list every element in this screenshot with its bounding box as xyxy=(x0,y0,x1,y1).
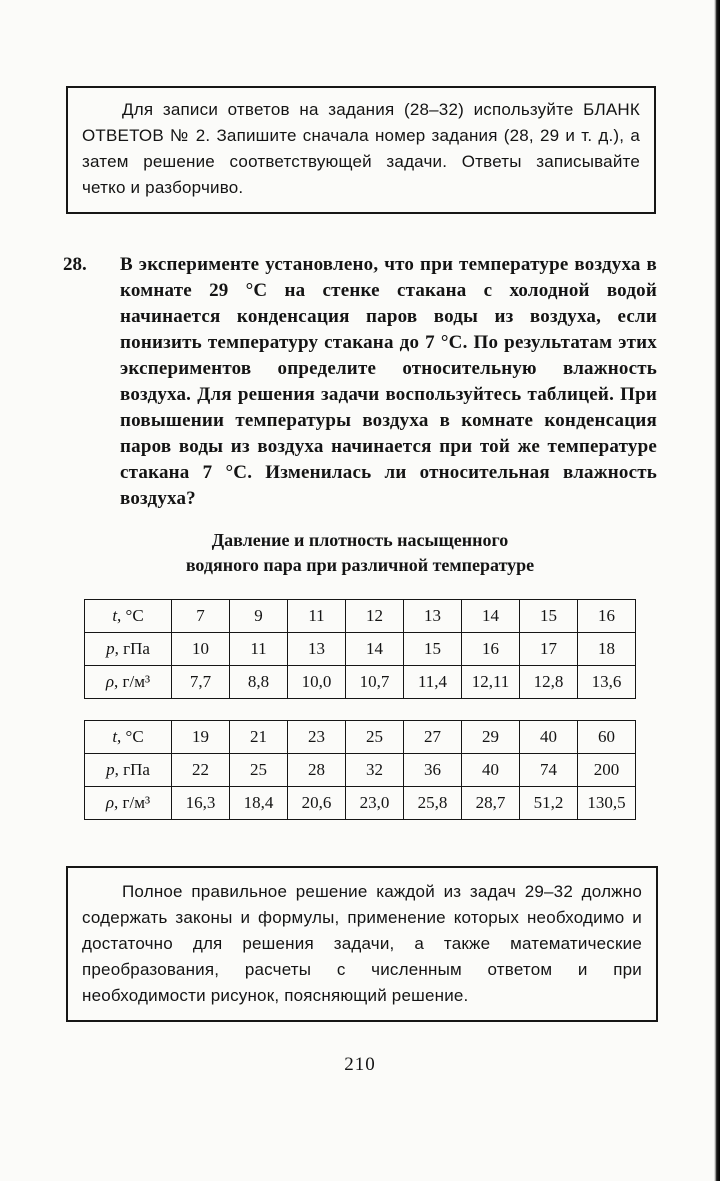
table-row xyxy=(85,721,636,754)
row-unit: , °С xyxy=(117,606,144,625)
instruction-box xyxy=(66,86,656,214)
table-cell: 200 xyxy=(578,754,636,787)
table-cell: 25,8 xyxy=(404,787,462,820)
row-header xyxy=(85,754,172,787)
note-box xyxy=(66,866,658,1022)
table-cell: 7,7 xyxy=(172,666,230,699)
row-variable: p xyxy=(106,760,115,779)
table-cell: 130,5 xyxy=(578,787,636,820)
table-cell: 11 xyxy=(288,600,346,633)
table-cell: 20,6 xyxy=(288,787,346,820)
table-cell: 17 xyxy=(520,633,578,666)
problem-number: 28. xyxy=(63,254,87,275)
table-cell: 23,0 xyxy=(346,787,404,820)
table-cell: 13,6 xyxy=(578,666,636,699)
table-cell: 27 xyxy=(404,721,462,754)
table-cell: 12,8 xyxy=(520,666,578,699)
row-variable: ρ xyxy=(105,672,115,691)
table-cell: 7 xyxy=(172,600,230,633)
table-cell: 12 xyxy=(346,600,404,633)
table-cell: 8,8 xyxy=(230,666,288,699)
table-cell: 28,7 xyxy=(462,787,520,820)
table-cell: 11,4 xyxy=(404,666,462,699)
table-row xyxy=(85,600,636,633)
table-row xyxy=(85,787,636,820)
table-cell: 32 xyxy=(346,754,404,787)
table-cell: 9 xyxy=(230,600,288,633)
table-cell: 23 xyxy=(288,721,346,754)
table-cell: 29 xyxy=(462,721,520,754)
note-text: Полное правильное решение каждой из задач 29–32 должно содержать законы и формулы, применение которых необходимо и достаточно для решения задачи, а также математические преобразования, расчеты с численным ответом и при необходимости рисунок, поясняющий решение. xyxy=(82,882,642,1005)
table-cell: 21 xyxy=(230,721,288,754)
table-cell: 16 xyxy=(578,600,636,633)
page-number: 210 xyxy=(344,1054,376,1075)
table-cell: 74 xyxy=(520,754,578,787)
table-cell: 10 xyxy=(172,633,230,666)
table-cell: 12,11 xyxy=(462,666,520,699)
table-cell: 10,7 xyxy=(346,666,404,699)
table-cell: 16,3 xyxy=(172,787,230,820)
table-cell: 28 xyxy=(288,754,346,787)
row-unit: , гПа xyxy=(114,760,150,779)
table-cell: 51,2 xyxy=(520,787,578,820)
table-row xyxy=(85,633,636,666)
problem-text: В эксперименте установлено, что при температуре воздуха в комнате 29 °С на стенке стакана с холодной водой начинается конденсация паров воды из воздуха, если понизить температуру стакана до 7 °С. По результатам этих экспериментов определите относительную влажность воздуха. Для решения задачи воспользуйтесь таблицей. При повышении температуры воздуха в комнате конденсация паров воды из воздуха начинается при той же температуре стакана 7 °С. Изменилась ли относительная влажность воздуха? xyxy=(120,254,657,509)
row-header xyxy=(85,721,172,754)
table-cell: 11 xyxy=(230,633,288,666)
table-cell: 40 xyxy=(520,721,578,754)
row-variable: p xyxy=(106,639,115,658)
table-cell: 18,4 xyxy=(230,787,288,820)
vapor-table-2 xyxy=(84,720,636,820)
table-cell: 10,0 xyxy=(288,666,346,699)
scan-edge-artifact xyxy=(714,0,720,1181)
vapor-table-1 xyxy=(84,599,636,699)
row-unit: , г/м³ xyxy=(114,672,151,691)
row-header xyxy=(85,666,172,699)
table-cell: 15 xyxy=(404,633,462,666)
table-title xyxy=(0,528,720,578)
table-cell: 19 xyxy=(172,721,230,754)
instruction-text: Для записи ответов на задания (28–32) используйте БЛАНК ОТВЕТОВ № 2. Запишите сначала номер задания (28, 29 и т. д.), а затем решение соответствующей задачи. Ответы записывайте четко и разборчиво. xyxy=(82,100,640,197)
row-variable: ρ xyxy=(105,793,115,812)
problem-28 xyxy=(63,252,657,512)
table-cell: 40 xyxy=(462,754,520,787)
table-cell: 25 xyxy=(346,721,404,754)
table-cell: 13 xyxy=(288,633,346,666)
table-cell: 15 xyxy=(520,600,578,633)
table-row xyxy=(85,754,636,787)
table-cell: 36 xyxy=(404,754,462,787)
row-variable: t xyxy=(112,727,118,746)
table-cell: 13 xyxy=(404,600,462,633)
row-unit: , г/м³ xyxy=(114,793,151,812)
row-unit: , °С xyxy=(117,727,144,746)
table-title-line2: водяного пара при различной температуре xyxy=(185,555,535,575)
table-cell: 60 xyxy=(578,721,636,754)
row-variable: t xyxy=(112,606,118,625)
table-cell: 16 xyxy=(462,633,520,666)
table-row xyxy=(85,666,636,699)
row-unit: , гПа xyxy=(114,639,150,658)
row-header xyxy=(85,633,172,666)
table-cell: 14 xyxy=(346,633,404,666)
row-header xyxy=(85,600,172,633)
table-cell: 18 xyxy=(578,633,636,666)
table-cell: 25 xyxy=(230,754,288,787)
table-title-line1: Давление и плотность насыщенного xyxy=(211,530,509,550)
table-cell: 22 xyxy=(172,754,230,787)
table-cell: 14 xyxy=(462,600,520,633)
row-header xyxy=(85,787,172,820)
